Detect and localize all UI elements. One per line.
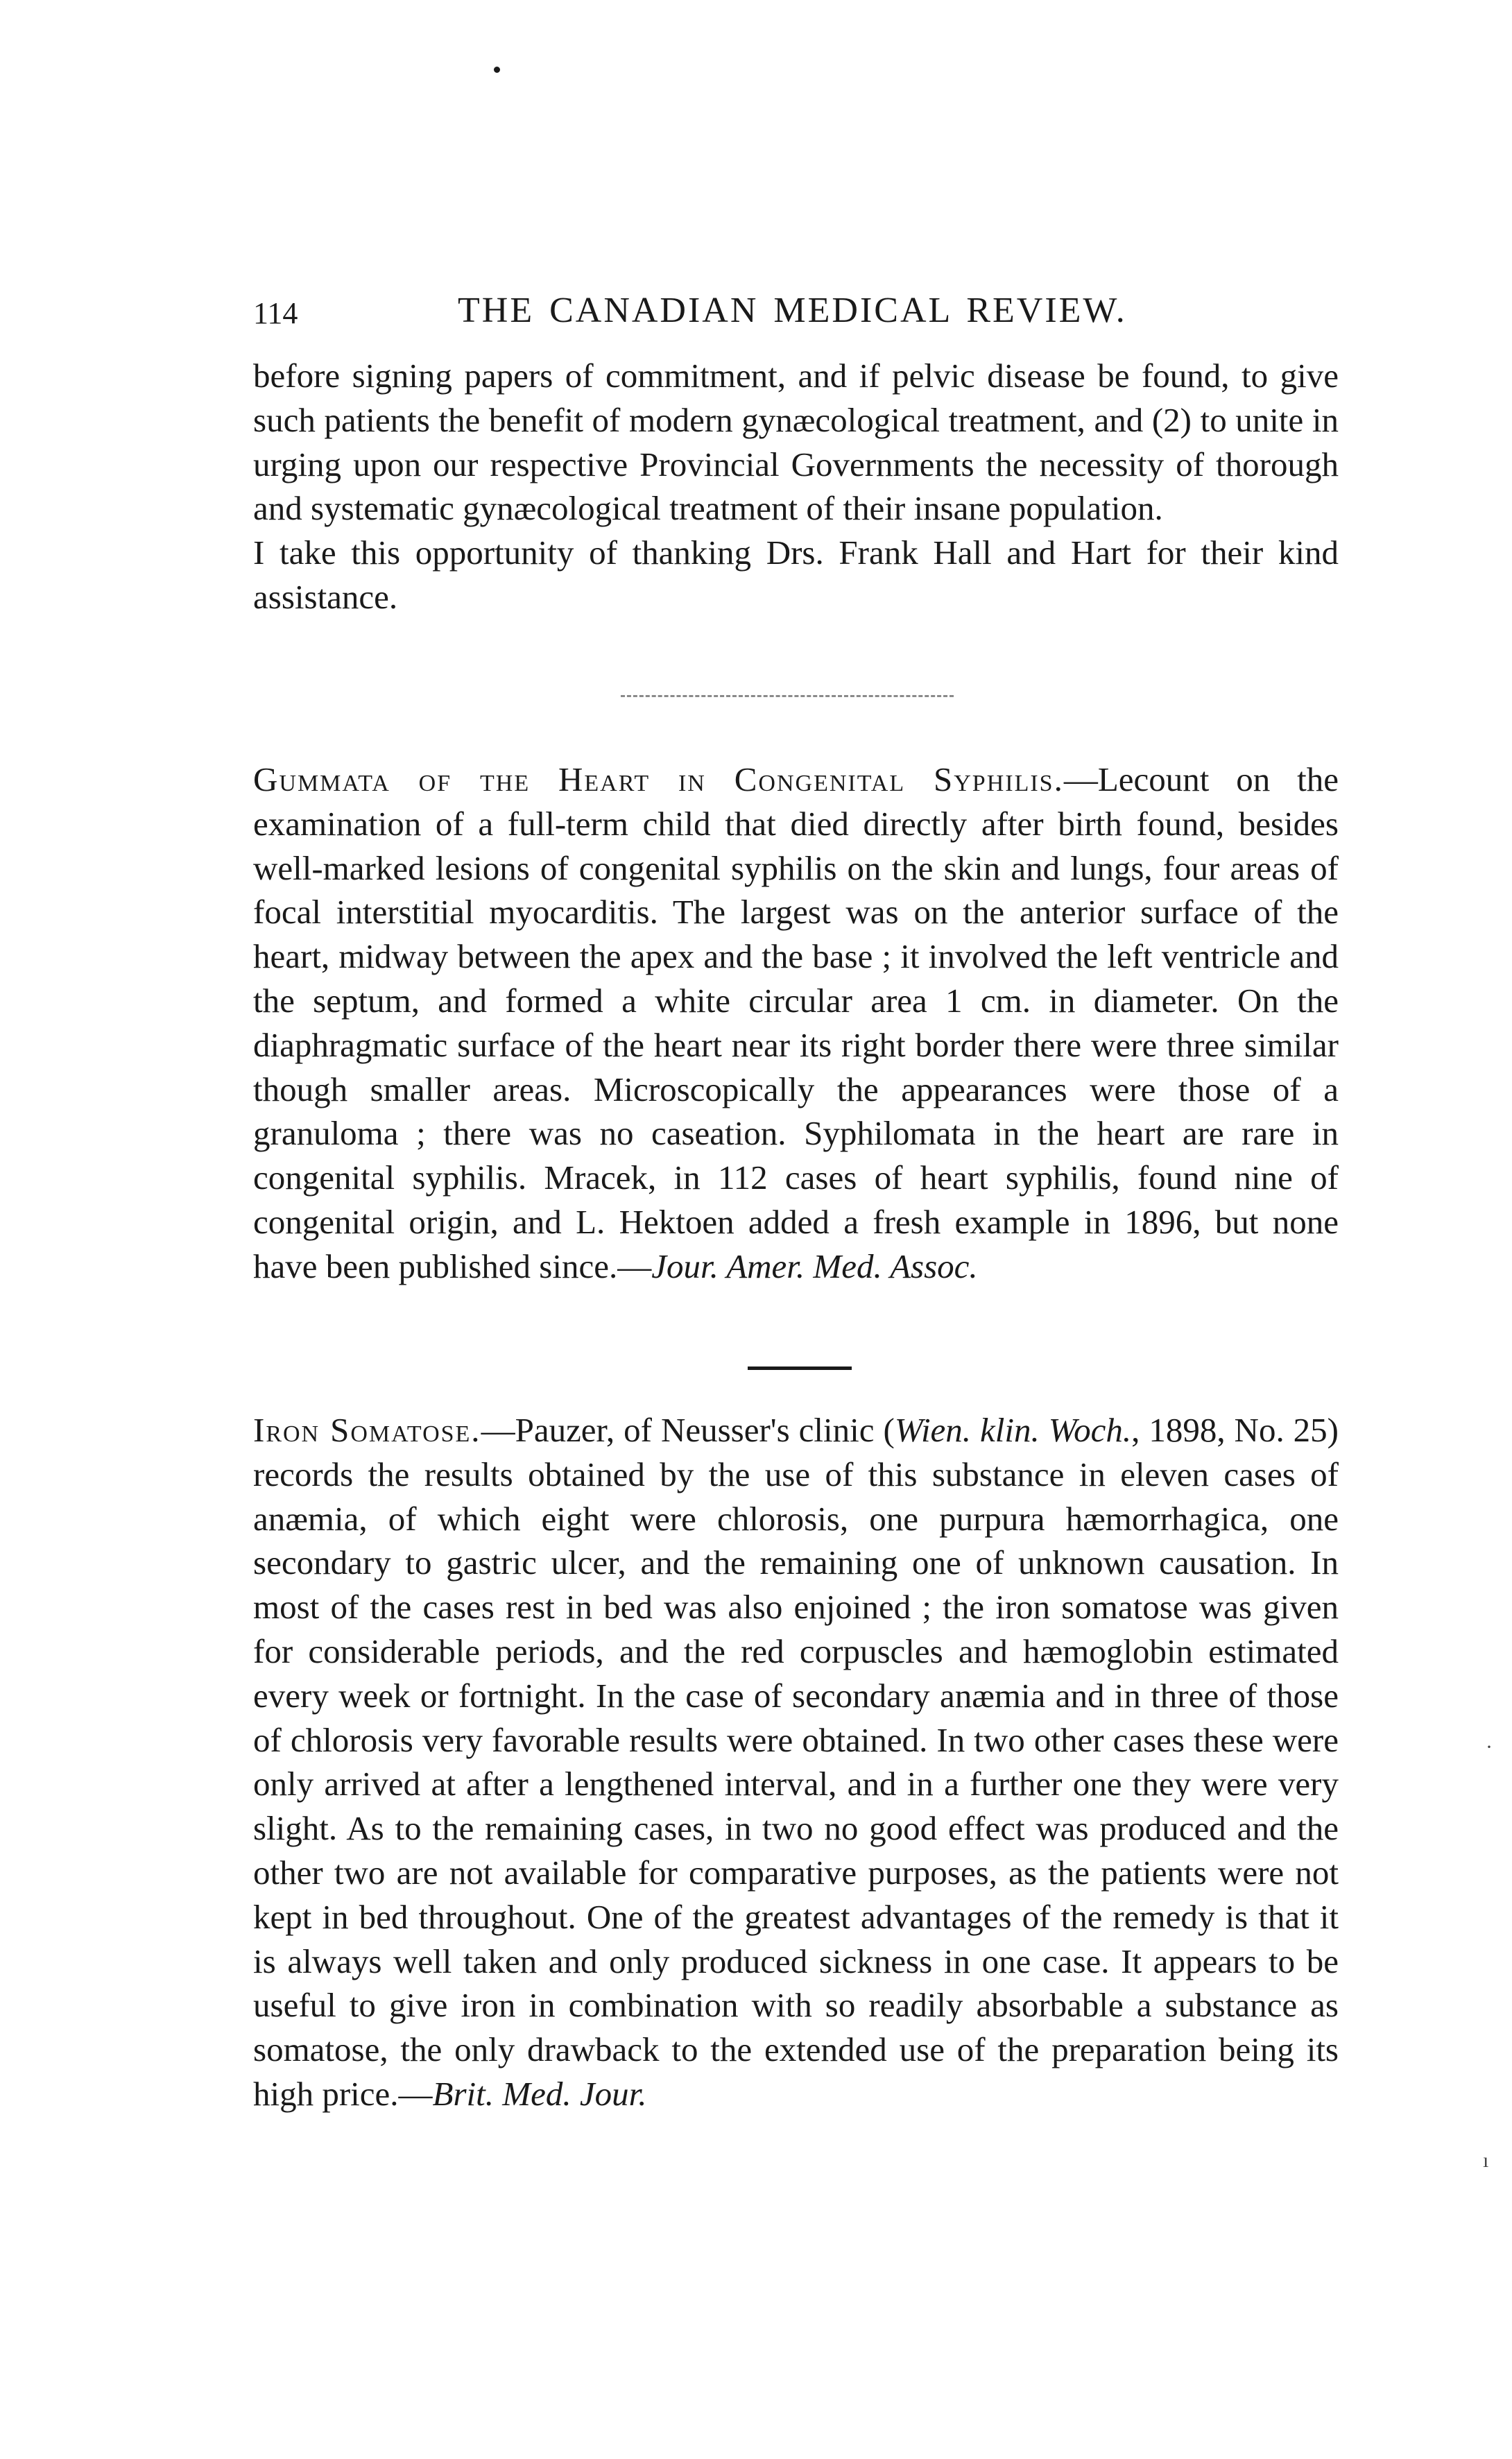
intro-paragraph-2: I take this opportunity of thanking Drs. Frank Hall and Hart for their kind assistance. [253,533,1339,616]
running-head [253,290,1183,339]
print-speck [494,67,500,73]
article-iron-somatose-source: Brit. Med. Jour. [432,2074,647,2113]
article-iron-somatose-cite: Wien. klin. Woch. [894,1411,1132,1449]
article-gummata-heading: Gummata of the Heart in Congenital Syphilis. [253,760,1064,798]
margin-speck: ı [1483,2149,1489,2172]
article-iron-somatose-paragraph [253,1408,1339,2116]
article-iron-somatose-heading: Iron Somatose. [253,1411,481,1449]
article-iron-somatose-body: , 1898, No. 25) records the results obtained by the use of this substance in eleven cases of anæmia, of which eight were chlorosis, one purpura hæmorrhagica, one secondary to gastric ulcer, and the remaining one of unknown causation. In most of the cases rest in bed was also enjoined ; the iron somatose was given for considerable periods, and the red corpuscles and hæmoglobin estimated every week or fortnight. In the case of secondary anæmia and in three of those of chlorosis very favorable results were obtained. In two other cases these were only arrived at after a lengthened interval, and in a further one they were very slight. As to the remaining cases, in two no good effect was produced and the other two are not available for comparative purposes, as the patients were not kept in bed throughout. One of the greatest advantages of the remedy is that it is always well taken and only produced sickness in one case. It appears to be useful to give iron in combination with so readily absorbable a substance as somatose, the only drawback to the extended use of the preparation being its high price.— [253,1411,1339,2113]
page-number: 114 [253,296,298,330]
article-gummata-paragraph [253,757,1339,1289]
article-iron-somatose [253,1408,1339,2116]
article-iron-somatose-body-intro: —Pauzer, of Neusser's clinic ( [481,1411,895,1449]
section-divider-solid [748,1366,852,1370]
article-gummata-source: Jour. Amer. Med. Assoc. [651,1246,978,1285]
margin-speck: · [1486,1736,1493,1758]
intro-paragraph-1: before signing papers of commitment, and if pelvic disease be found, to give such patients the benefit of modern gynæcological treatment, and (2) to unite in urging upon our respective Provincial Governments the necessity of thorough and systematic gynæcological treatment of their insane population. [253,357,1339,528]
section-divider-dashed [621,695,954,697]
article-gummata-body: —Lecount on the examination of a full-term child that died directly after birth found, besides well-marked lesions of congenital syphilis on the skin and lungs, four areas of focal interstitial myocarditis. The largest was on the anterior surface of the heart, midway between the apex and the base ; it involved the left ventricle and the septum, and formed a white circular area 1 cm. in diameter. On the diaphragmatic surface of the heart near its right border there were three similar though smaller areas. Microscopically the appearances were those of a granuloma ; there was no caseation. Syphilomata in the heart are rare in congenital syphilis. Mracek, in 112 cases of heart syphilis, found nine of congenital origin, and L. Hektoen added a fresh example in 1896, but none have been published since.— [253,760,1339,1285]
article-gummata [253,757,1339,1289]
intro-text [253,354,1339,619]
journal-title: THE CANADIAN MEDICAL REVIEW. [458,291,1127,330]
